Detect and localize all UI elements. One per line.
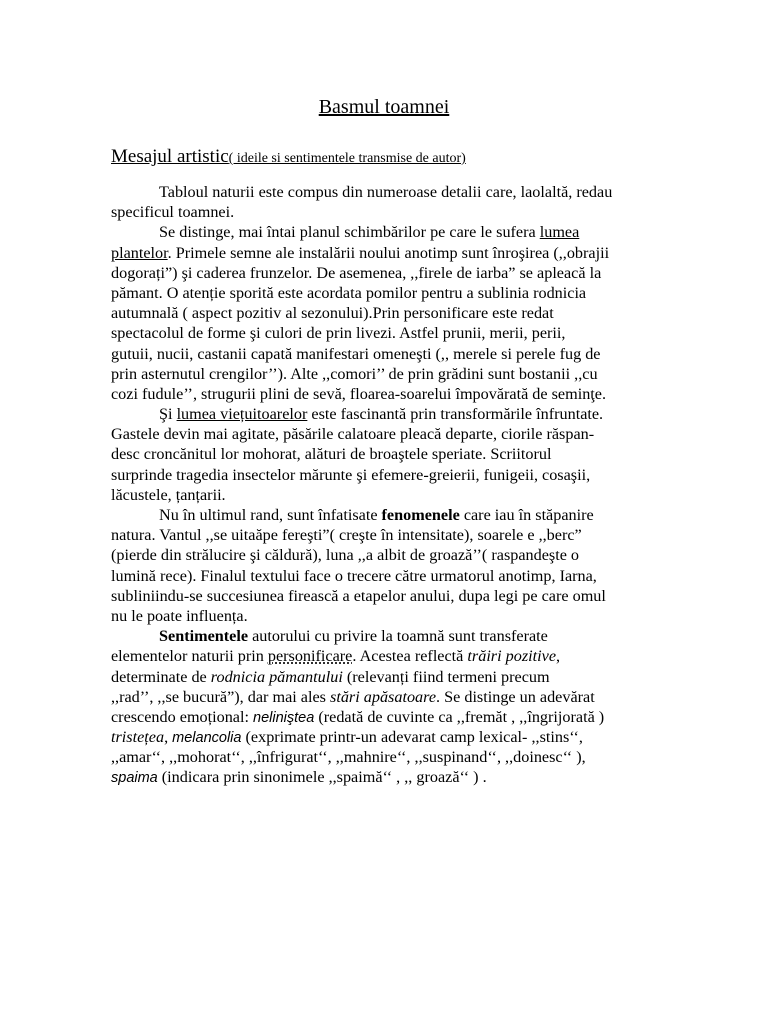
document-body bbox=[111, 182, 652, 788]
text-line: ,,amar‘‘, ,,mohorat‘‘, ,,înfrigurat‘‘, ,,mahnire‘‘, ,,suspinand‘‘, ,,doinesc‘‘ ), bbox=[111, 748, 586, 767]
bold-term: Sentimentele bbox=[159, 627, 249, 646]
section-heading-main: Mesajul artistic bbox=[111, 146, 229, 167]
text-line: crescendo emoțional: neliniştea (redată de cuvinte ca ,,fremăt , ,,îngrijorată ) bbox=[111, 707, 605, 726]
text-line: elementelor naturii prin personificare. Acestea reflectă trăiri pozitive, bbox=[111, 647, 561, 666]
text-line: specificul toamnei. bbox=[111, 203, 235, 222]
text-line: spectacolul de forme şi culori de prin livezi. Astfel prunii, merii, perii, bbox=[111, 324, 566, 343]
page-title: Basmul toamnei bbox=[318, 96, 450, 118]
dotted-underlined-term: personificare bbox=[267, 647, 353, 666]
italic-term: rodnicia pămantului bbox=[210, 667, 343, 686]
text-line: Tabloul naturii este compus din numeroase detalii care, laolaltă, redau bbox=[159, 183, 613, 201]
text-line: gutuii, nucii, castanii capată manifestari omeneşti (,, merele si perele fug de bbox=[111, 344, 601, 363]
text-line: spaima (indicara prin sinonimele ,,spaimă‘‘ , ,, groază‘‘ ) . bbox=[111, 768, 487, 787]
italic-term: spaima bbox=[111, 770, 158, 787]
italic-term: neliniştea bbox=[253, 709, 315, 726]
text-line: desc croncănitul lor mohorat, alături de broaştele speriate. Scriitorul bbox=[111, 445, 552, 464]
text-line: ,,rad’’, ,,se bucură”), dar mai ales stări apăsatoare. Se distinge un adevărat bbox=[111, 687, 595, 706]
text-line: pămant. O atenție sporită este acordata pomilor pentru a sublinia rodnicia bbox=[111, 283, 587, 302]
text-line: prin asternutul crengilor’’). Alte ,,comori’’ de prin grădini sunt bostanii ,,cu bbox=[111, 364, 598, 383]
text-line: lăcustele, țanțarii. bbox=[111, 485, 226, 504]
section-heading-note: ( ideile si sentimentele transmise de autor) bbox=[228, 151, 466, 166]
text-line: surprinde tragedia insectelor mărunte şi efemere-greierii, funigeii, cosaşii, bbox=[111, 465, 591, 484]
text-line: autumnală ( aspect pozitiv al sezonului).Prin personificare este redat bbox=[111, 304, 554, 323]
text-line: Sentimentele autorului cu privire la toamnă sunt transferate bbox=[159, 627, 548, 646]
text-line: (pierde din strălucire şi căldură), luna ,,a albit de groază’’( raspandeşte o bbox=[111, 546, 580, 565]
text-line: Nu în ultimul rand, sunt înfatisate fenomenele care iau în stăpanire bbox=[159, 506, 594, 524]
text-line: natura. Vantul ,,se uitaăpe fereşti”( creşte în intensitate), soarele e ,,berc” bbox=[111, 526, 582, 545]
text-line: nu le poate influența. bbox=[111, 606, 248, 625]
text-line: cozi fudule’’, strugurii plini de sevă, floarea-soarelui împovărată de seminţe. bbox=[111, 384, 607, 403]
italic-term: tristețea bbox=[111, 728, 165, 747]
text-line: Se distinge, mai întai planul schimbărilor pe care le sufera lumea bbox=[159, 223, 580, 242]
section-heading bbox=[111, 146, 731, 168]
text-line: subliniindu-se succesiunea firească a etapelor anului, dupa legi pe care omul bbox=[111, 586, 606, 605]
italic-term: stări apăsatoare bbox=[330, 687, 437, 706]
underlined-term: plantelor bbox=[111, 243, 168, 262]
italic-term: melancolia bbox=[172, 730, 242, 747]
text-line: Gastele devin mai agitate, păsările calatoare pleacă departe, ciorile răspan- bbox=[111, 425, 595, 444]
bold-term: fenomenele bbox=[381, 506, 460, 524]
text-line: plantelor. Primele semne ale instalării noului anotimp sunt înroşirea (,,obrajii bbox=[111, 243, 610, 262]
underlined-term: lumea viețuitoarelor bbox=[176, 405, 308, 424]
text-line: dogorați”) şi caderea frunzelor. De asemenea, ,,firele de iarba” se apleacă la bbox=[111, 263, 602, 282]
underlined-term: lumea bbox=[539, 223, 580, 242]
text-line: determinate de rodnicia pămantului (relevanți fiind termeni precum bbox=[111, 667, 550, 686]
text-line: tristețea, melancolia (exprimate printr-un adevarat camp lexical- ,,stins‘‘, bbox=[111, 728, 583, 747]
italic-term: trăiri pozitive bbox=[467, 647, 557, 666]
text-line: lumină rece). Finalul textului face o trecere către urmatorul anotimp, Iarna, bbox=[111, 566, 597, 585]
text-line: Şi lumea viețuitoarelor este fascinantă prin transformările înfruntate. bbox=[159, 405, 604, 424]
